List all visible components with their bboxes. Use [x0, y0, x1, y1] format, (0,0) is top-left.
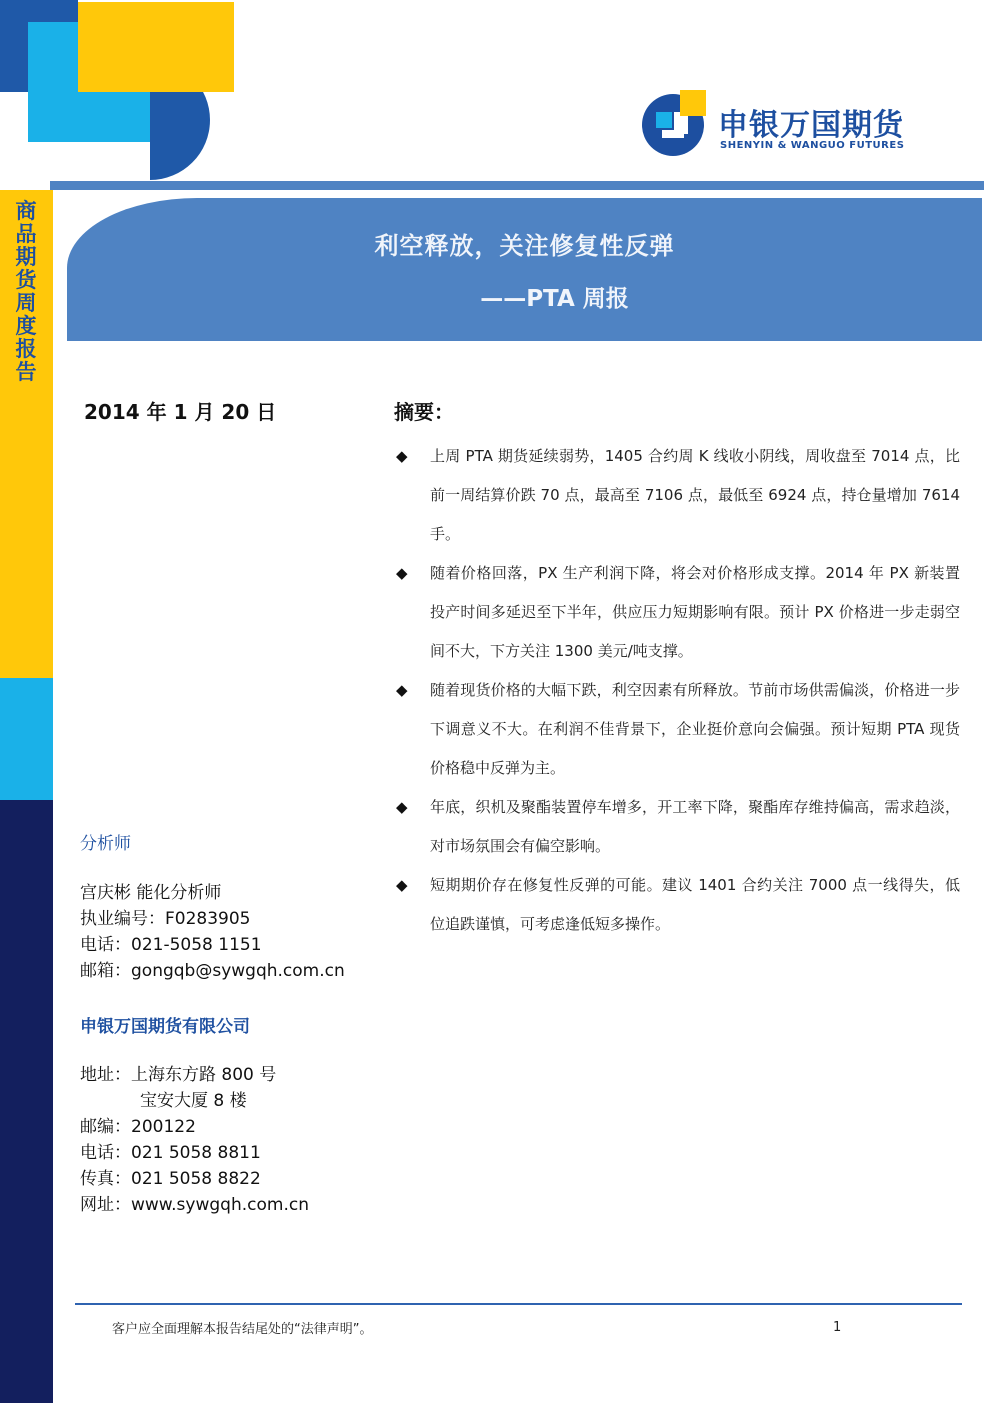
diamond-bullet-icon: ◆ — [396, 564, 408, 582]
company-address: 地址：上海东方路 800 号 — [80, 1065, 277, 1085]
footer-notice: 客户应全面理解本报告结尾处的“法律声明”。 — [112, 1322, 373, 1337]
analyst-name: 宫庆彬 能化分析师 — [80, 883, 222, 903]
report-subtitle: ——PTA 周报 — [480, 286, 629, 312]
analyst-heading: 分析师 — [80, 834, 131, 854]
analyst-info — [80, 880, 345, 984]
company-address-line2: 宝安大厦 8 楼 — [140, 1091, 247, 1111]
title-banner — [67, 198, 982, 341]
list-item: ◆ 随着价格回落，PX 生产利润下降，将会对价格形成支撑。2014 年 PX 新装置投产时间多延迟至下半年，供应压力短期影响有限。预计 PX 价格进一步走弱空间不大，下方关注 1300 美元/吨支撑。 — [394, 554, 960, 671]
diamond-bullet-icon: ◆ — [396, 876, 408, 894]
company-info — [80, 1062, 309, 1218]
logo-name-en: SHENYIN & WANGUO FUTURES — [720, 140, 905, 151]
footer-divider — [75, 1303, 962, 1305]
header-divider — [50, 181, 984, 190]
sidebar-vertical-label: 商品期货 周度报告 — [15, 199, 37, 384]
sidebar-stripe-lightblue — [0, 678, 53, 800]
company-website: 网址：www.sywgqh.com.cn — [80, 1195, 309, 1215]
diamond-bullet-icon: ◆ — [396, 798, 408, 816]
logo-name-cn: 申银万国期货 — [718, 108, 904, 143]
list-item: ◆ 短期期价存在修复性反弹的可能。建议 1401 合约关注 7000 点一线得失，低位追跌谨慎，可考虑逢低短多操作。 — [394, 866, 960, 944]
report-title: 利空释放，关注修复性反弹 — [374, 232, 675, 260]
list-item: ◆ 年底，织机及聚酯装置停车增多，开工率下降，聚酯库存维持偏高，需求趋淡，对市场氛围会有偏空影响。 — [394, 788, 960, 866]
company-fax: 传真：021 5058 8822 — [80, 1169, 261, 1189]
diamond-bullet-icon: ◆ — [396, 681, 408, 699]
page-number: 1 — [833, 1320, 842, 1335]
company-postcode: 邮编：200122 — [80, 1117, 196, 1137]
sidebar-stripe-navy — [0, 800, 53, 1403]
company-phone: 电话：021 5058 8811 — [80, 1143, 261, 1163]
logo-mark-icon — [640, 90, 706, 156]
list-item: ◆ 上周 PTA 期货延续弱势，1405 合约周 K 线收小阴线，周收盘至 7014 点，比前一周结算价跌 70 点，最高至 7106 点，最低至 6924 点，持仓量增加 7614 手。 — [394, 437, 960, 554]
analyst-email: 邮箱：gongqb@sywgqh.com.cn — [80, 961, 345, 981]
report-date: 2014 年 1 月 20 日 — [84, 400, 277, 424]
company-heading: 申银万国期货有限公司 — [80, 1017, 250, 1037]
diamond-bullet-icon: ◆ — [396, 447, 408, 465]
abstract-heading: 摘要： — [394, 400, 454, 424]
analyst-phone: 电话：021-5058 1151 — [80, 935, 262, 955]
header-decor-yellow — [78, 2, 234, 92]
analyst-license: 执业编号：F0283905 — [80, 909, 251, 929]
abstract-list — [394, 437, 960, 944]
list-item: ◆ 随着现货价格的大幅下跌，利空因素有所释放。节前市场供需偏淡，价格进一步下调意义不大。在利润不佳背景下，企业挺价意向会偏强。预计短期 PTA 现货价格稳中反弹为主。 — [394, 671, 960, 788]
company-logo — [640, 88, 940, 168]
